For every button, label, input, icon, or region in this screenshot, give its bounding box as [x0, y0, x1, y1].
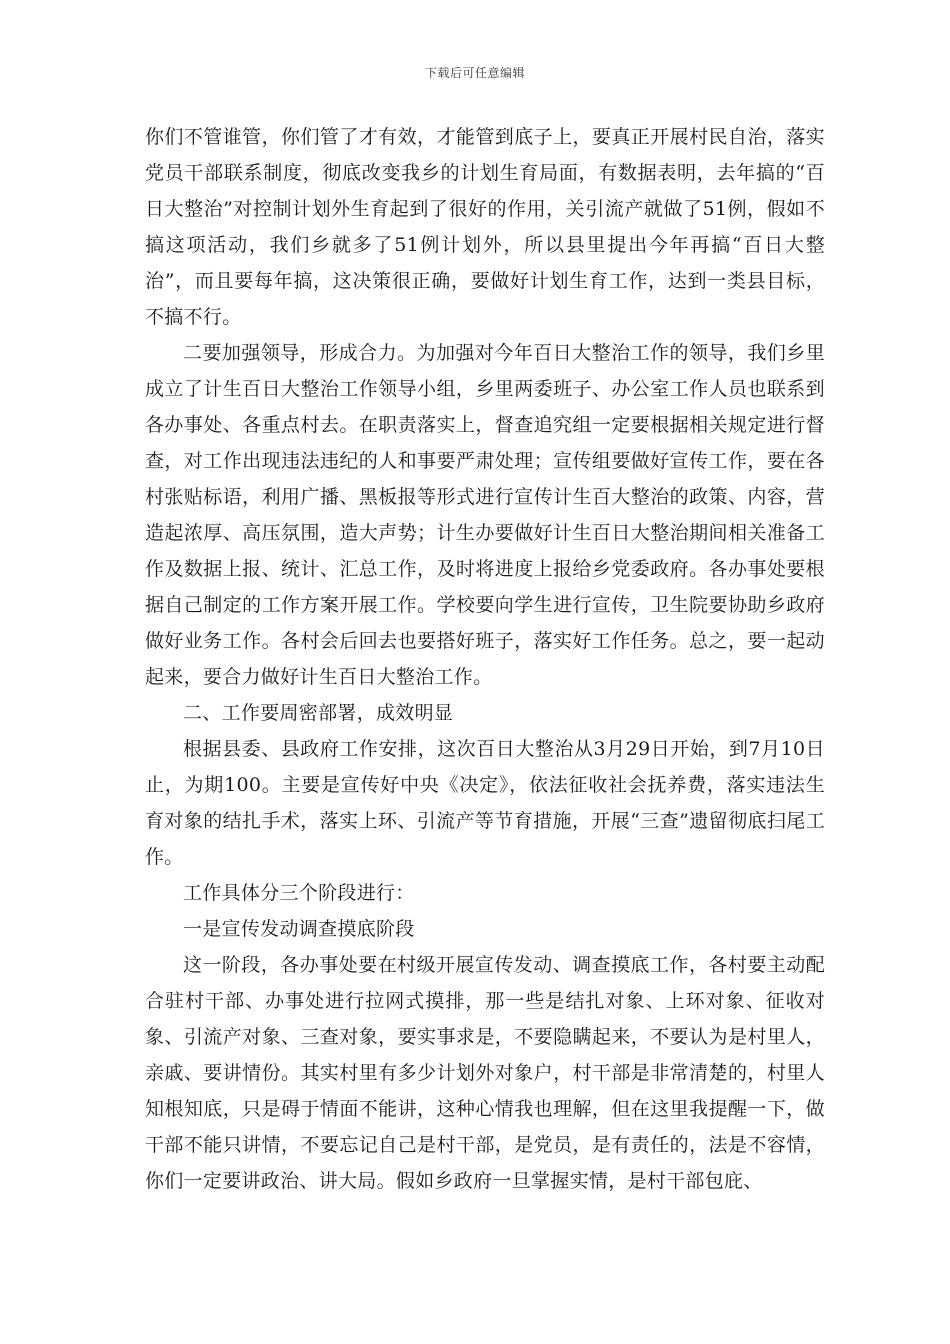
paragraph: 工作具体分三个阶段进行： — [183, 882, 415, 904]
section-heading: 二、工作要周密部署，成效明显 — [183, 702, 454, 724]
paragraph: 根据县委、县政府工作安排，这次百日大整治从3月29日开始，到7月10日止，为期100。主要是宣传好中央《决定》，依法征收社会抚养费，落实违法生育对象的结扎手术，落实上环、引流产等节育措施，开展“三查”遗留彻底扫尾工作。 — [145, 738, 825, 868]
paragraph: 这一阶段，各办事处要在村级开展宣传发动、调查摸底工作，各村要主动配合驻村干部、办事处进行拉网式摸排，那一些是结扎对象、上环对象、征收对象、引流产对象、三查对象，要实事求是，不要隐瞒起来，不要认为是村里人，亲戚、要讲情份。其实村里有多少计划外对象户，村干部是非常清楚的，村里人知根知底，只是碍于情面不能讲，这种心情我也理解，但在这里我提醒一下，做干部不能只讲情，不要忘记自己是村干部，是党员，是有责任的，法是不容情，你们一定要讲政治、讲大局。假如乡政府一旦掌握实情，是村干部包庇、 — [145, 954, 825, 1192]
paragraph: 你们不管谁管，你们管了才有效，才能管到底子上，要真正开展村民自治，落实党员干部联系制度，彻底改变我乡的计划生育局面，有数据表明，去年搞的“百日大整治”对控制计划外生育起到了很好的作用，关引流产就做了51例，假如不搞这项活动，我们乡就多了51例计划外，所以县里提出今年再搞“百日大整治”，而且要每年搞，这决策很正确，要做好计划生育工作，达到一类县目标，不搞不行。 — [145, 126, 825, 328]
document-body — [145, 119, 825, 1199]
paragraph: 二要加强领导，形成合力。为加强对今年百日大整治工作的领导，我们乡里成立了计生百日大整治工作领导小组，乡里两委班子、办公室工作人员也联系到各办事处、各重点村去。在职责落实上，督查追究组一定要根据相关规定进行督查，对工作出现违法违纪的人和事要严肃处理；宣传组要做好宣传工作，要在各村张贴标语，利用广播、黑板报等形式进行宣传计生百大整治的政策、内容，营造起浓厚、高压氛围，造大声势；计生办要做好计生百日大整治期间相关准备工作及数据上报、统计、汇总工作，及时将进度上报给乡党委政府。各办事处要根据自己制定的工作方案开展工作。学校要向学生进行宣传，卫生院要协助乡政府做好业务工作。各村会后回去也要搭好班子，落实好工作任务。总之，要一起动起来，要合力做好计生百日大整治工作。 — [145, 342, 825, 688]
page-header-note: 下载后可任意编辑 — [424, 66, 525, 80]
subsection-heading: 一是宣传发动调查摸底阶段 — [183, 918, 415, 940]
